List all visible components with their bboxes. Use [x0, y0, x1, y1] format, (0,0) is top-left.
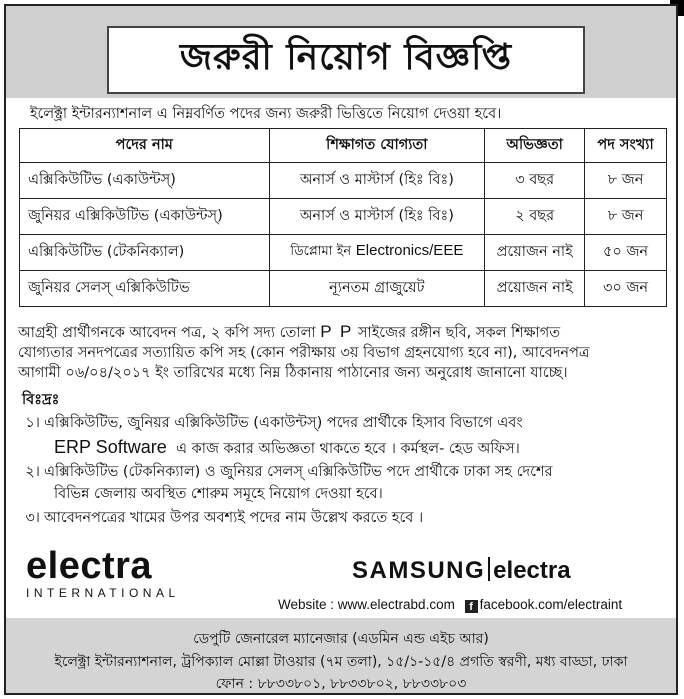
logo-divider — [488, 557, 490, 581]
post-cell: এক্সিকিউটিভ (একাউন্টস্) — [20, 163, 270, 199]
post-cell: এক্সিকিউটিভ (টেকনিক্যাল) — [20, 235, 270, 271]
table-row — [20, 163, 667, 199]
note-number: ২। — [25, 464, 40, 480]
note-text: আবেদনপত্রের খামের উপর অবশ্যই পদের নাম উল্লেখ করতে হবে । — [44, 510, 424, 526]
table-header-row — [20, 129, 667, 163]
intro-text: ইলেক্ট্রা ইন্টারন্যাশনাল এ নিম্নবর্ণিত পদের জন্য জরুরী ভিত্তিতে নিয়োগ দেওয়া হবে। — [30, 106, 502, 122]
count-cell: ৮ জন — [585, 199, 667, 235]
title-band — [6, 6, 676, 98]
table-row — [20, 271, 667, 307]
note-text: এক্সিকিউটিভ (টেকনিক্যাল) ও জুনিয়র সেলস্ এক্সিকিউটিভ পদে প্রার্থীকে ঢাকা সহ দেশের — [44, 464, 553, 480]
vacancy-table — [19, 128, 667, 307]
note-2 — [10, 461, 670, 505]
education-cell: ন্যূনতম গ্রাজুয়েট — [269, 271, 485, 307]
count-cell: ৩০ জন — [585, 271, 667, 307]
footer-band — [6, 618, 676, 693]
experience-cell: প্রয়োজন নাই — [485, 235, 585, 271]
application-line-3: আগামী ০৬/০৪/২০১৭ ইং তারিখের মধ্যে নিম্ন ঠিকানায় পাঠানোর জন্য অনুরোধ জানানো যাচ্ছে। — [18, 365, 568, 381]
website-text[interactable]: Website : www.electrabd.com — [278, 597, 455, 612]
education-cell: অনার্স ও মাস্টার্স (হিঃ বিঃ) — [269, 199, 485, 235]
education-cell — [269, 235, 485, 271]
header-post: পদের নাম — [20, 129, 270, 163]
footer-designation: ডেপুটি জেনারেল ম্যানেজার (এডমিন এন্ড এইচ আর) — [193, 631, 489, 647]
header-count: পদ সংখ্যা — [585, 129, 667, 163]
logo-subtitle: INTERNATIONAL — [26, 586, 180, 600]
facebook-text[interactable]: facebook.com/electraint — [479, 597, 623, 612]
ad-title: জরুরী নিয়োগ বিজ্ঞপ্তি — [107, 26, 585, 94]
electra-international-logo — [26, 545, 180, 600]
count-cell: ৮ জন — [585, 163, 667, 199]
application-text: সাইজের রঙ্গীন ছবি, সকল শিক্ষাগত — [357, 325, 561, 341]
note-3 — [10, 507, 670, 529]
samsung-electra-logo — [352, 557, 571, 585]
footer-address: ইলেক্ট্রা ইন্টারন্যাশনাল, ট্রপিক্যাল মোল্লা টাওয়ার (৭ম তলা), ১৫/১-১৫/৪ প্রগতি স্বরণী, মধ্য বাড্ডা, ঢাকা — [54, 654, 628, 670]
table-row — [20, 235, 667, 271]
samsung-wordmark: SAMSUNG — [352, 557, 486, 584]
education-cell: অনার্স ও মাস্টার্স (হিঃ বিঃ) — [269, 163, 485, 199]
education-english: Electronics/EEE — [355, 242, 464, 259]
education-prefix: ডিপ্লোমা ইন — [290, 244, 352, 259]
note-1 — [10, 412, 670, 460]
experience-cell: ২ বছর — [485, 199, 585, 235]
count-cell: ৫০ জন — [585, 235, 667, 271]
experience-cell: ৩ বছর — [485, 163, 585, 199]
post-cell: জুনিয়র এক্সিকিউটিভ (একাউন্টস্) — [20, 199, 270, 235]
electra-wordmark: electra — [493, 557, 571, 584]
header-experience: অভিজ্ঞতা — [485, 129, 585, 163]
logo-word: electra — [26, 545, 153, 587]
table-row — [20, 199, 667, 235]
footer-phone: ফোন : ৮৮৩৩৮০১, ৮৮৩৩৮০২, ৮৮৩৩৮০৩ — [215, 676, 467, 692]
erp-software-text: ERP Software — [54, 437, 167, 457]
pp-size-text: P P — [320, 322, 354, 341]
note-1-line-2 — [10, 436, 670, 460]
note-number: ৩। — [25, 510, 40, 526]
contact-links — [278, 597, 622, 613]
note-text: এক্সিকিউটিভ, জুনিয়র এক্সিকিউটিভ (একাউন্টস্) পদের প্রার্থীকে হিসাব বিভাগে এবং — [44, 415, 523, 431]
application-instructions — [18, 322, 673, 383]
notes-title: বিঃদ্রঃ — [22, 392, 60, 408]
application-line-1 — [18, 322, 673, 343]
header-education: শিক্ষাগত যোগ্যতা — [269, 129, 485, 163]
experience-cell: প্রয়োজন নাই — [485, 271, 585, 307]
application-line-2: যোগ্যতার সনদপত্রের সত্যায়িত কপি সহ (কোন পরীক্ষায় ৩য় বিভাগ গ্রহনযোগ্য হবে না), আবেদনপত্র — [18, 345, 590, 361]
facebook-icon: f — [465, 600, 478, 613]
note-text: এ কাজ করার অভিজ্ঞতা থাকতে হবে । কর্মস্থল- হেড অফিস। — [175, 441, 520, 457]
application-text: আগ্রহী প্রার্থীগনকে আবেদন পত্র, ২ কপি সদ্য তোলা — [18, 325, 316, 341]
note-number: ১। — [25, 415, 40, 431]
post-cell: জুনিয়র সেলস্ এক্সিকিউটিভ — [20, 271, 270, 307]
note-text: বিভিন্ন জেলায় অবস্থিত শোরুম সমূহে নিয়োগ দেওয়া হবে। — [54, 486, 383, 502]
